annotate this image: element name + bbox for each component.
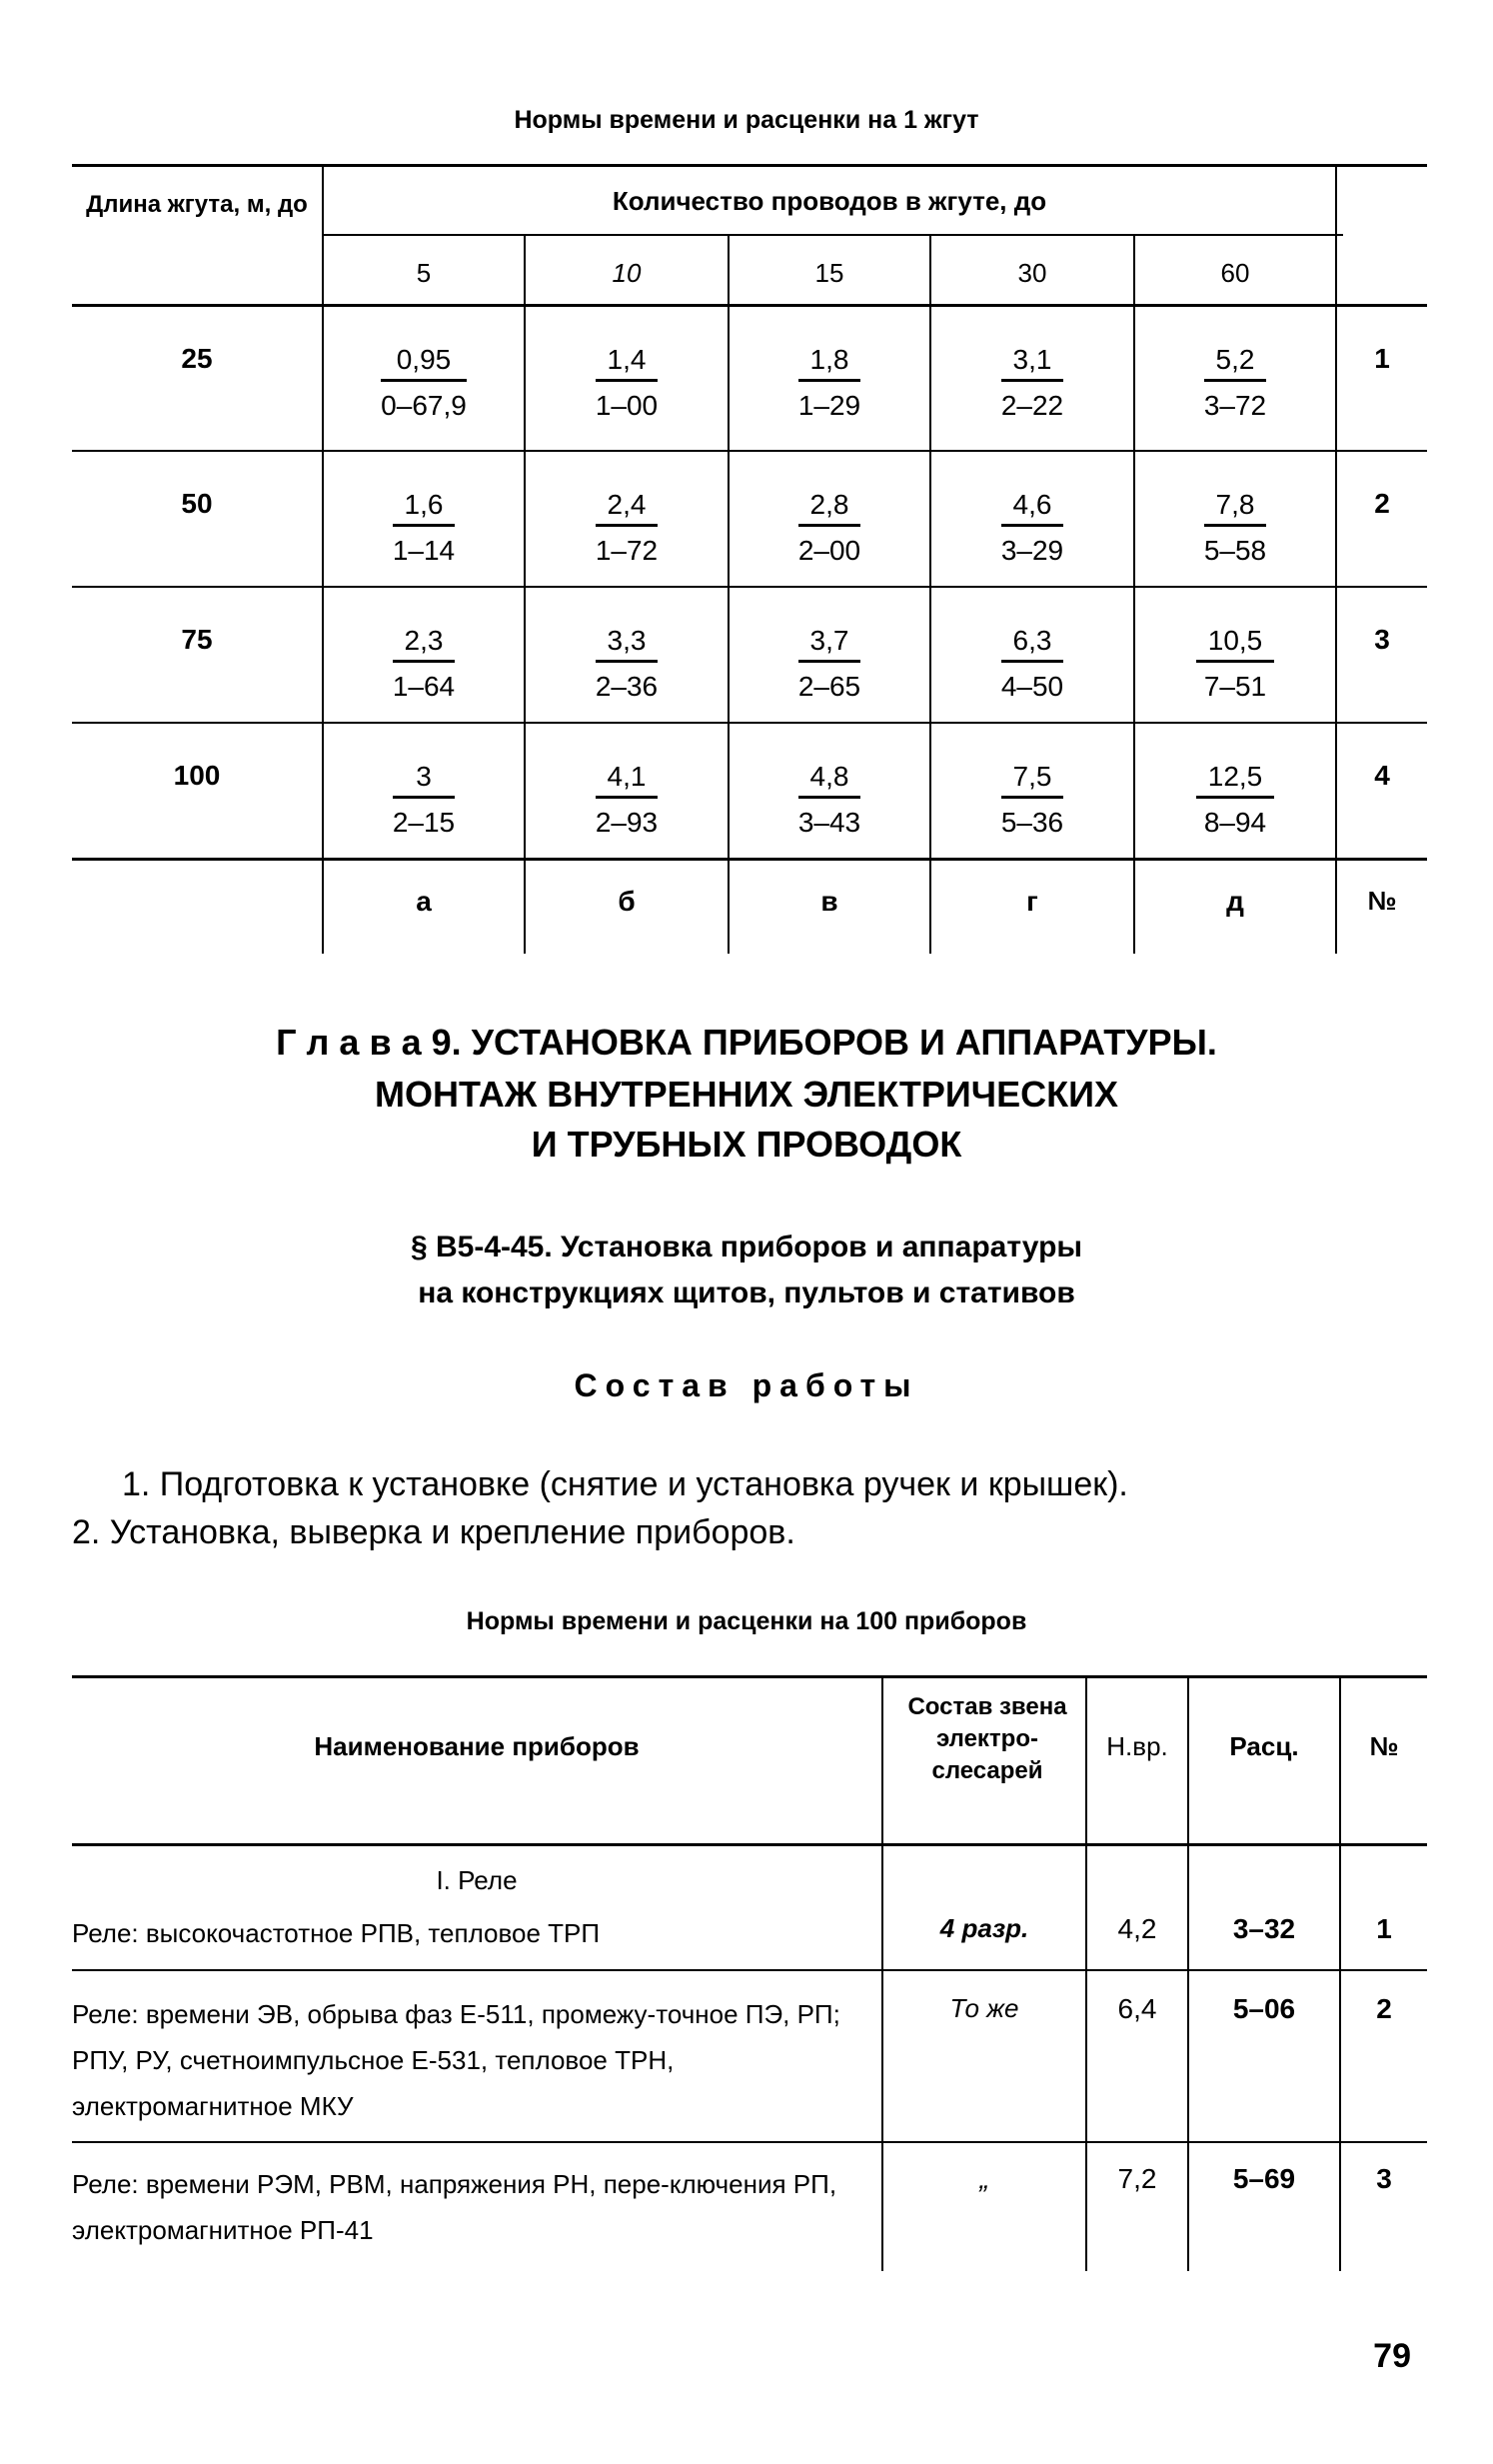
table-cell: [324, 724, 524, 843]
table-cell: [324, 588, 524, 707]
price-value: 4–50: [1000, 671, 1064, 702]
section-title: I. Реле: [436, 1865, 518, 1895]
table-row-name: Реле: времени ЭВ, обрыва фаз Е-511, промежу-точное ПЭ, РП; РПУ, РУ, счетноимпульсное Е-531, тепловое ТРН, электромагнитное МКУ: [72, 1999, 840, 2121]
header-no: №: [1369, 1731, 1399, 1761]
column-letter: в: [820, 886, 838, 917]
price-value: 7–51: [1203, 671, 1267, 702]
header-norm: Н.вр.: [1106, 1731, 1168, 1761]
table-cell: [526, 452, 728, 571]
price-value: 2–15: [392, 807, 456, 838]
table-cell: [1135, 588, 1335, 707]
norm-value: 0,95: [381, 343, 467, 382]
paragraph-line2: на конструкциях щитов, пультов и стативов: [418, 1276, 1075, 1309]
price-value: 3–29: [1000, 535, 1064, 566]
chapter-line2: МОНТАЖ ВНУТРЕННИХ ЭЛЕКТРИЧЕСКИХ: [375, 1074, 1118, 1115]
row-number: 2: [1374, 488, 1390, 519]
norm-value: 4,1: [596, 760, 659, 799]
norm-value: 6,3: [1001, 624, 1064, 663]
norm-value: 2,4: [596, 488, 659, 527]
row-length: 25: [181, 343, 213, 374]
norm-value: 4,6: [1001, 488, 1064, 527]
row-number: 1: [1374, 343, 1390, 374]
column-letter: а: [416, 886, 432, 917]
price-value: 1–00: [595, 390, 659, 421]
table-row-norm: 6,4: [1117, 1993, 1157, 2024]
table-cell: [526, 588, 728, 707]
table-row-team: 4 разр.: [939, 1913, 1029, 1943]
paragraph-line1: § В5-4-45. Установка приборов и аппаратуры: [410, 1231, 1083, 1263]
price-value: 1–14: [392, 535, 456, 566]
table-row-no: 1: [1376, 1913, 1392, 1944]
price-value: 3–43: [797, 807, 861, 838]
table2: [72, 1675, 1427, 2271]
norm-value: 4,8: [798, 760, 861, 799]
norm-value: 3,3: [596, 624, 659, 663]
norm-value: 10,5: [1196, 624, 1275, 663]
table1: [72, 164, 1427, 954]
price-value: 1–29: [797, 390, 861, 421]
price-value: 2–36: [595, 671, 659, 702]
header-wires: Количество проводов в жгуте, до: [612, 186, 1047, 216]
table-row-team: „: [979, 2163, 989, 2194]
table-row-price: 3–32: [1232, 1913, 1296, 1944]
norm-value: 1,6: [393, 488, 456, 527]
table-row-norm: 4,2: [1117, 1913, 1157, 1944]
page-number: 79: [1373, 2337, 1411, 2375]
table-cell: [931, 724, 1133, 843]
norm-value: 5,2: [1204, 343, 1267, 382]
norm-value: 2,8: [798, 488, 861, 527]
table-cell: [730, 307, 929, 426]
row-number: 3: [1374, 624, 1390, 655]
header-team: Состав звена электро-слесарей: [907, 1693, 1067, 1784]
table-cell: [931, 452, 1133, 571]
table-cell: [526, 307, 728, 426]
table2-caption: Нормы времени и расценки на 100 приборов: [466, 1607, 1027, 1635]
work-line1: 1. Подготовка к установке (снятие и установка ручек и крышек).: [122, 1465, 1128, 1503]
table-cell: [1135, 452, 1335, 571]
table-row-name: Реле: времени РЭМ, РВМ, напряжения РН, пере-ключения РП, электромагнитное РП-41: [72, 2169, 837, 2245]
table-row-price: 5–06: [1232, 1993, 1296, 2024]
table-cell: [1135, 307, 1335, 426]
table-row-no: 2: [1376, 1993, 1392, 2024]
table-row-name: Реле: высокочастотное РПВ, тепловое ТРП: [72, 1918, 601, 1948]
row-length: 100: [173, 760, 221, 791]
wire-count: 30: [1017, 258, 1047, 288]
price-value: 2–22: [1000, 390, 1064, 421]
wire-count: 5: [416, 258, 432, 288]
price-value: 2–93: [595, 807, 659, 838]
table-cell: [324, 307, 524, 426]
price-value: 1–72: [595, 535, 659, 566]
table-cell: [324, 452, 524, 571]
wire-count: 60: [1220, 258, 1250, 288]
wire-count: 15: [814, 258, 844, 288]
norm-value: 12,5: [1196, 760, 1275, 799]
table-row-no: 3: [1376, 2163, 1392, 2194]
norm-value: 2,3: [393, 624, 456, 663]
table-row-norm: 7,2: [1117, 2163, 1157, 2194]
norm-value: 7,5: [1001, 760, 1064, 799]
header-name: Наименование приборов: [314, 1731, 640, 1761]
chapter-line3: И ТРУБНЫХ ПРОВОДОК: [531, 1124, 962, 1165]
price-value: 5–36: [1000, 807, 1064, 838]
column-letter: д: [1226, 886, 1244, 917]
price-value: 2–65: [797, 671, 861, 702]
work-line2: 2. Установка, выверка и крепление приборов.: [72, 1513, 795, 1551]
norm-value: 7,8: [1204, 488, 1267, 527]
table1-caption: Нормы времени и расценки на 1 жгут: [514, 106, 979, 134]
table-cell: [730, 588, 929, 707]
norm-value: 3,1: [1001, 343, 1064, 382]
row-number: 4: [1374, 760, 1390, 791]
row-length: 75: [181, 624, 213, 655]
no-label: №: [1367, 886, 1397, 916]
price-value: 1–64: [392, 671, 456, 702]
table-cell: [730, 452, 929, 571]
norm-value: 1,8: [798, 343, 861, 382]
table-cell: [931, 588, 1133, 707]
price-value: 5–58: [1203, 535, 1267, 566]
price-value: 3–72: [1203, 390, 1267, 421]
table-cell: [730, 724, 929, 843]
chapter-line1: Г л а в а 9. УСТАНОВКА ПРИБОРОВ И АППАРАТУРЫ.: [276, 1022, 1217, 1063]
table-cell: [526, 724, 728, 843]
header-price: Расц.: [1229, 1731, 1299, 1761]
norm-value: 3: [393, 760, 455, 799]
norm-value: 1,4: [596, 343, 659, 382]
norm-value: 3,7: [798, 624, 861, 663]
table-row-team: То же: [949, 1993, 1019, 2023]
work-heading: Состав работы: [574, 1367, 919, 1403]
table-row-price: 5–69: [1232, 2163, 1296, 2194]
price-value: 8–94: [1203, 807, 1267, 838]
column-letter: г: [1026, 886, 1038, 917]
row-length: 50: [181, 488, 213, 519]
header-length: Длина жгута, м, до: [86, 191, 308, 218]
price-value: 0–67,9: [381, 390, 467, 421]
table-cell: [1135, 724, 1335, 843]
column-letter: б: [618, 886, 636, 917]
price-value: 2–00: [797, 535, 861, 566]
table-cell: [931, 307, 1133, 426]
wire-count: 10: [612, 258, 642, 288]
